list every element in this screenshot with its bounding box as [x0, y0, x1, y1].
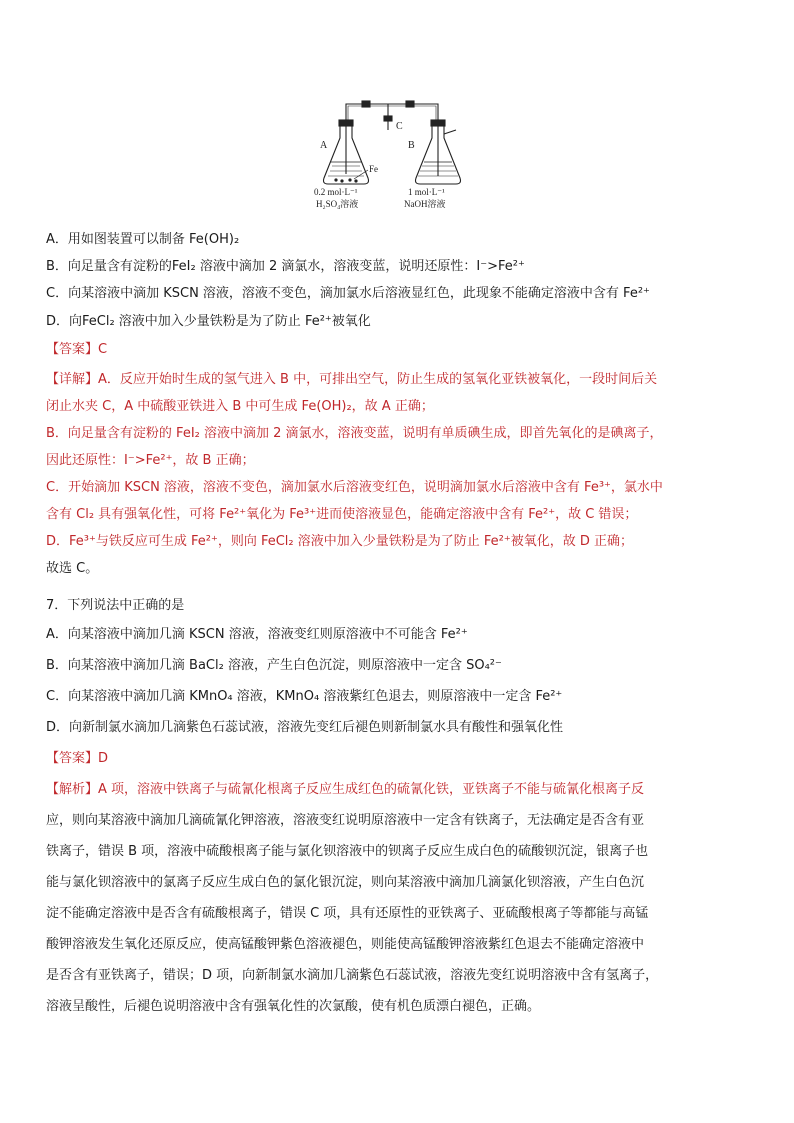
q6-option-c: C．向某溶液中滴加 KSCN 溶液，溶液不变色，滴加氯水后溶液显红色，此现象不能确定溶液中含有 Fe²⁺: [46, 286, 650, 301]
q7-explanation-line-7: 是否含有亚铁离子，错误；D 项，向新制氯水滴加几滴紫色石蕊试液，溶液先变红说明溶液中含有氢离子，: [46, 968, 659, 983]
q7-explanation-line-4: 能与氯化钡溶液中的氯离子反应生成白色的氯化银沉淀，则向某溶液中滴加几滴氯化钡溶液，产生白色沉: [46, 875, 645, 890]
label-C: C: [396, 121, 403, 132]
q7-stem: 7．下列说法中正确的是: [46, 598, 185, 613]
q7-option-d: D．向新制氯水滴加几滴紫色石蕊试液，溶液先变红后褪色则新制氯水具有酸性和强氧化性: [46, 720, 564, 735]
q6-explanation-line-4: 因此还原性：I⁻>Fe²⁺，故 B 正确；: [46, 453, 255, 468]
q7-explanation-line-2: 应，则向某溶液中滴加几滴硫氰化钾溶液，溶液变红说明原溶液中一定含有铁离子，无法确定是否含有亚: [46, 813, 645, 828]
q7-answer: 【答案】D: [46, 751, 109, 766]
q6-option-b: B．向足量含有淀粉的FeI₂ 溶液中滴加 2 滴氯水，溶液变蓝，说明还原性：I⁻>Fe²⁺: [46, 259, 525, 274]
q6-option-d: D．向FeCl₂ 溶液中加入少量铁粉是为了防止 Fe²⁺被氧化: [46, 314, 371, 329]
q7-explanation-line-3: 铁离子，错误 B 项，溶液中硫酸根离子能与氯化钡溶液中的钡离子反应生成白色的硫酸钡沉淀，银离子也: [46, 844, 649, 859]
q7-explanation-line-1: 【解析】A 项，溶液中铁离子与硫氰化根离子反应生成红色的硫氰化铁，亚铁离子不能与硫氰化根离子反: [46, 782, 645, 797]
q7-option-a: A．向某溶液中滴加几滴 KSCN 溶液，溶液变红则原溶液中不可能含 Fe²⁺: [46, 627, 468, 642]
q6-explanation-line-7: D．Fe³⁺与铁反应可生成 Fe²⁺，则向 FeCl₂ 溶液中加入少量铁粉是为了防止 Fe²⁺被氧化，故 D 正确；: [46, 534, 633, 549]
flaskB-conc: 1 mol·L⁻¹: [408, 187, 445, 197]
q7-explanation-line-8: 溶液呈酸性，后褪色说明溶液中含有强氧化性的次氯酸，使有机色质漂白褪色，正确。: [46, 999, 541, 1014]
apparatus-svg: [306, 96, 482, 218]
label-A: A: [320, 140, 328, 151]
q6-explanation-line-2: 闭止水夹 C，A 中硫酸亚铁进入 B 中可生成 Fe(OH)₂，故 A 正确；: [46, 399, 434, 414]
q6-explanation-line-1: 【详解】A．反应开始时生成的氢气进入 B 中，可排出空气，防止生成的氢氧化亚铁被氧化，一段时间后关: [46, 372, 658, 387]
q7-option-b: B．向某溶液中滴加几滴 BaCl₂ 溶液，产生白色沉淀，则原溶液中一定含 SO₄²⁻: [46, 658, 502, 673]
flaskB-solution: NaOH溶液: [404, 199, 446, 209]
q7-option-c: C．向某溶液中滴加几滴 KMnO₄ 溶液，KMnO₄ 溶液紫红色退去，则原溶液中一定含 Fe²⁺: [46, 689, 563, 704]
q6-explanation-line-3: B．向足量含有淀粉的 FeI₂ 溶液中滴加 2 滴氯水，溶液变蓝，说明有单质碘生成，即首先氧化的是碘离子，: [46, 426, 663, 441]
q6-explanation-line-8: 故选 C。: [46, 561, 99, 576]
q6-answer: 【答案】C: [46, 342, 108, 357]
q7-explanation-line-6: 酸钾溶液发生氧化还原反应，使高锰酸钾紫色溶液褪色，则能使高锰酸钾溶液紫红色退去不能确定溶液中: [46, 937, 645, 952]
q7-explanation-line-5: 淀不能确定溶液中是否含有硫酸根离子，错误 C 项，具有还原性的亚铁离子、亚硫酸根离子等都能与高锰: [46, 906, 649, 921]
flaskA-solution: H₂SO₄溶液: [316, 199, 359, 209]
label-B: B: [408, 140, 415, 151]
flaskA-conc: 0.2 mol·L⁻¹: [314, 187, 358, 197]
q6-explanation-line-5: C．开始滴加 KSCN 溶液，溶液不变色，滴加氯水后溶液变红色，说明滴加氯水后溶液中含有 Fe³⁺，氯水中: [46, 480, 663, 495]
q6-explanation-line-6: 含有 Cl₂ 具有强氧化性，可将 Fe²⁺氧化为 Fe³⁺进而使溶液显色，能确定溶液中含有 Fe²⁺，故 C 错误；: [46, 507, 638, 522]
label-Fe: Fe: [369, 164, 378, 174]
q6-option-a: A．用如图装置可以制备 Fe(OH)₂: [46, 232, 240, 247]
apparatus-diagram: [306, 96, 482, 218]
